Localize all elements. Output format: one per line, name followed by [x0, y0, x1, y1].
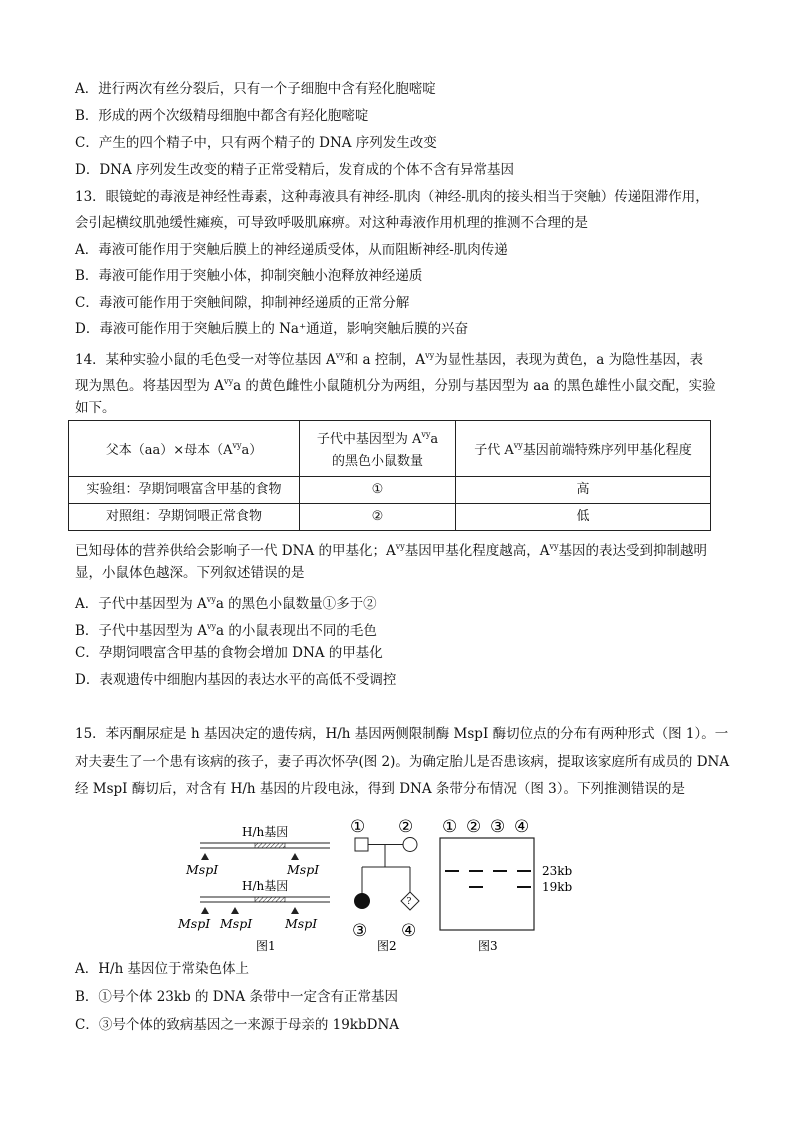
q13-option-a: A．毒液可能作用于突触后膜上的神经递质受体，从而阻断神经-肌肉传递	[75, 242, 508, 258]
q14-option-b: B．子代中基因型为 $A^{vy}a$ 的小鼠表现出不同的毛色	[75, 622, 377, 639]
cut-site-marker	[201, 907, 209, 914]
q14-option-c: C．孕期饲喂富含甲基的食物会增加 DNA 的甲基化	[75, 645, 383, 661]
q15-option-a: A．H/h 基因位于常染色体上	[75, 961, 250, 977]
lane-label-3: ③	[490, 817, 506, 837]
q14-table	[68, 420, 711, 531]
cut-site-marker	[201, 853, 209, 860]
fig1-gene-label-bottom: H/h基因	[242, 879, 289, 893]
q14-after-line2: 显，小鼠体色越深。下列叙述错误的是	[75, 565, 305, 581]
fig3-caption: 图3	[478, 939, 498, 953]
q14-stem-line1: 14．某种实验小鼠的毛色受一对等位基因 $A^{vy}$和 a 控制，$A^{vy}$为显性基因，表现为黄色，a 为隐性基因，表	[75, 351, 704, 368]
q13-stem-line2: 会引起横纹肌弛缓性瘫痪，可导致呼吸肌麻痹。对这种毒液作用机理的推测不合理的是	[75, 215, 588, 231]
gene-segment	[255, 843, 285, 848]
q15-figures	[170, 812, 610, 957]
gene-segment	[255, 897, 285, 902]
fig1-gene-label-top: H/h基因	[242, 825, 289, 839]
q15-option-b: B．①号个体 23kb 的 DNA 条带中一定含有正常基因	[75, 989, 398, 1005]
q12-option-d: D．DNA 序列发生改变的精子正常受精后，发育成的个体不含有异常基因	[75, 162, 514, 178]
pedigree-number-2: ②	[398, 817, 414, 837]
table-row: 实验组：孕期饲喂富含甲基的食物 ① 高	[69, 477, 711, 504]
table-row: 对照组：孕期饲喂正常食物 ② 低	[69, 504, 711, 531]
q15-stem-line1: 15．苯丙酮尿症是 h 基因决定的遗传病，H/h 基因两侧限制酶 MspI 酶切位点的分布有两种形式（图 1）。一	[75, 726, 729, 742]
mother-symbol	[403, 838, 417, 852]
table-header-count: 子代中基因型为 $A^{vy}a$ 的黑色小鼠数量	[300, 421, 456, 477]
pedigree-number-4: ④	[401, 921, 417, 941]
fetus-question-mark: ?	[406, 897, 412, 907]
q14-option-d: D．表观遗传中细胞内基因的表达水平的高低不受调控	[75, 672, 397, 688]
q12-option-b: B．形成的两个次级精母细胞中都含有羟化胞嘧啶	[75, 108, 369, 124]
father-symbol	[355, 838, 368, 851]
fig1-enzyme-label: MspI	[285, 916, 318, 931]
fig1-enzyme-label: MspI	[220, 916, 253, 931]
fig1-enzyme-label: MspI	[178, 916, 211, 931]
lane-label-2: ②	[466, 817, 482, 837]
gel-box	[440, 838, 534, 930]
fig2-caption: 图2	[377, 939, 397, 953]
cut-site-marker	[291, 853, 299, 860]
q13-option-b: B．毒液可能作用于突触小体，抑制突触小泡释放神经递质	[75, 268, 423, 284]
q14-after-line1: 已知母体的营养供给会影响子一代 DNA 的甲基化；$A^{vy}$基因甲基化程度越高，$A^{vy}$基因的表达受到抑制越明	[75, 542, 708, 559]
table-header-cross: 父本（aa）×母本$(A^{vy}a)$	[69, 421, 300, 477]
table-header-methylation: 子代 $A^{vy}$基因前端特殊序列甲基化程度	[456, 421, 711, 477]
band-label-19kb: 19kb	[542, 880, 573, 894]
q15-stem-line2: 对夫妻生了一个患有该病的孩子，妻子再次怀孕(图 2)。为确定胎儿是否患该病，提取该家庭所有成员的 DNA	[75, 754, 730, 770]
band-label-23kb: 23kb	[542, 864, 573, 878]
fig1-enzyme-label: MspI	[186, 862, 219, 877]
q13-option-d: D．毒液可能作用于突触后膜上的 Na⁺通道，影响突触后膜的兴奋	[75, 321, 469, 337]
cut-site-marker	[291, 907, 299, 914]
q13-option-c: C．毒液可能作用于突触间隙，抑制神经递质的正常分解	[75, 295, 410, 311]
q13-stem-line1: 13．眼镜蛇的毒液是神经性毒素，这种毒液具有神经-肌肉（神经-肌肉的接头相当于突触）传递阻滞作用，	[75, 189, 709, 205]
affected-child-symbol	[354, 893, 370, 909]
cut-site-marker	[231, 907, 239, 914]
q12-option-c: C．产生的四个精子中，只有两个精子的 DNA 序列发生改变	[75, 135, 437, 151]
q12-option-a: A．进行两次有丝分裂后，只有一个子细胞中含有羟化胞嘧啶	[75, 81, 436, 97]
q14-stem-line2: 现为黑色。将基因型为 $A^{vy}a$ 的黄色雌性小鼠随机分为两组，分别与基因型为 aa 的黑色雄性小鼠交配，实验	[75, 377, 716, 394]
lane-label-4: ④	[514, 817, 530, 837]
fig1-caption: 图1	[256, 939, 276, 953]
q15-stem-line3: 经 MspI 酶切后，对含有 H/h 基因的片段电泳，得到 DNA 条带分布情况（图 3）。下列推测错误的是	[75, 781, 686, 797]
q14-option-a: A．子代中基因型为 $A^{vy}a$ 的黑色小鼠数量①多于②	[75, 595, 377, 612]
figure-3-gel	[440, 817, 573, 953]
lane-label-1: ①	[442, 817, 458, 837]
figure-2-pedigree	[350, 817, 419, 953]
q15-option-c: C．③号个体的致病基因之一来源于母亲的 19kbDNA	[75, 1017, 400, 1033]
pedigree-number-1: ①	[350, 817, 366, 837]
pedigree-number-3: ③	[352, 921, 368, 941]
fig1-enzyme-label: MspI	[287, 862, 320, 877]
figure-1	[177, 825, 330, 953]
q14-stem-line3: 如下。	[75, 400, 116, 416]
